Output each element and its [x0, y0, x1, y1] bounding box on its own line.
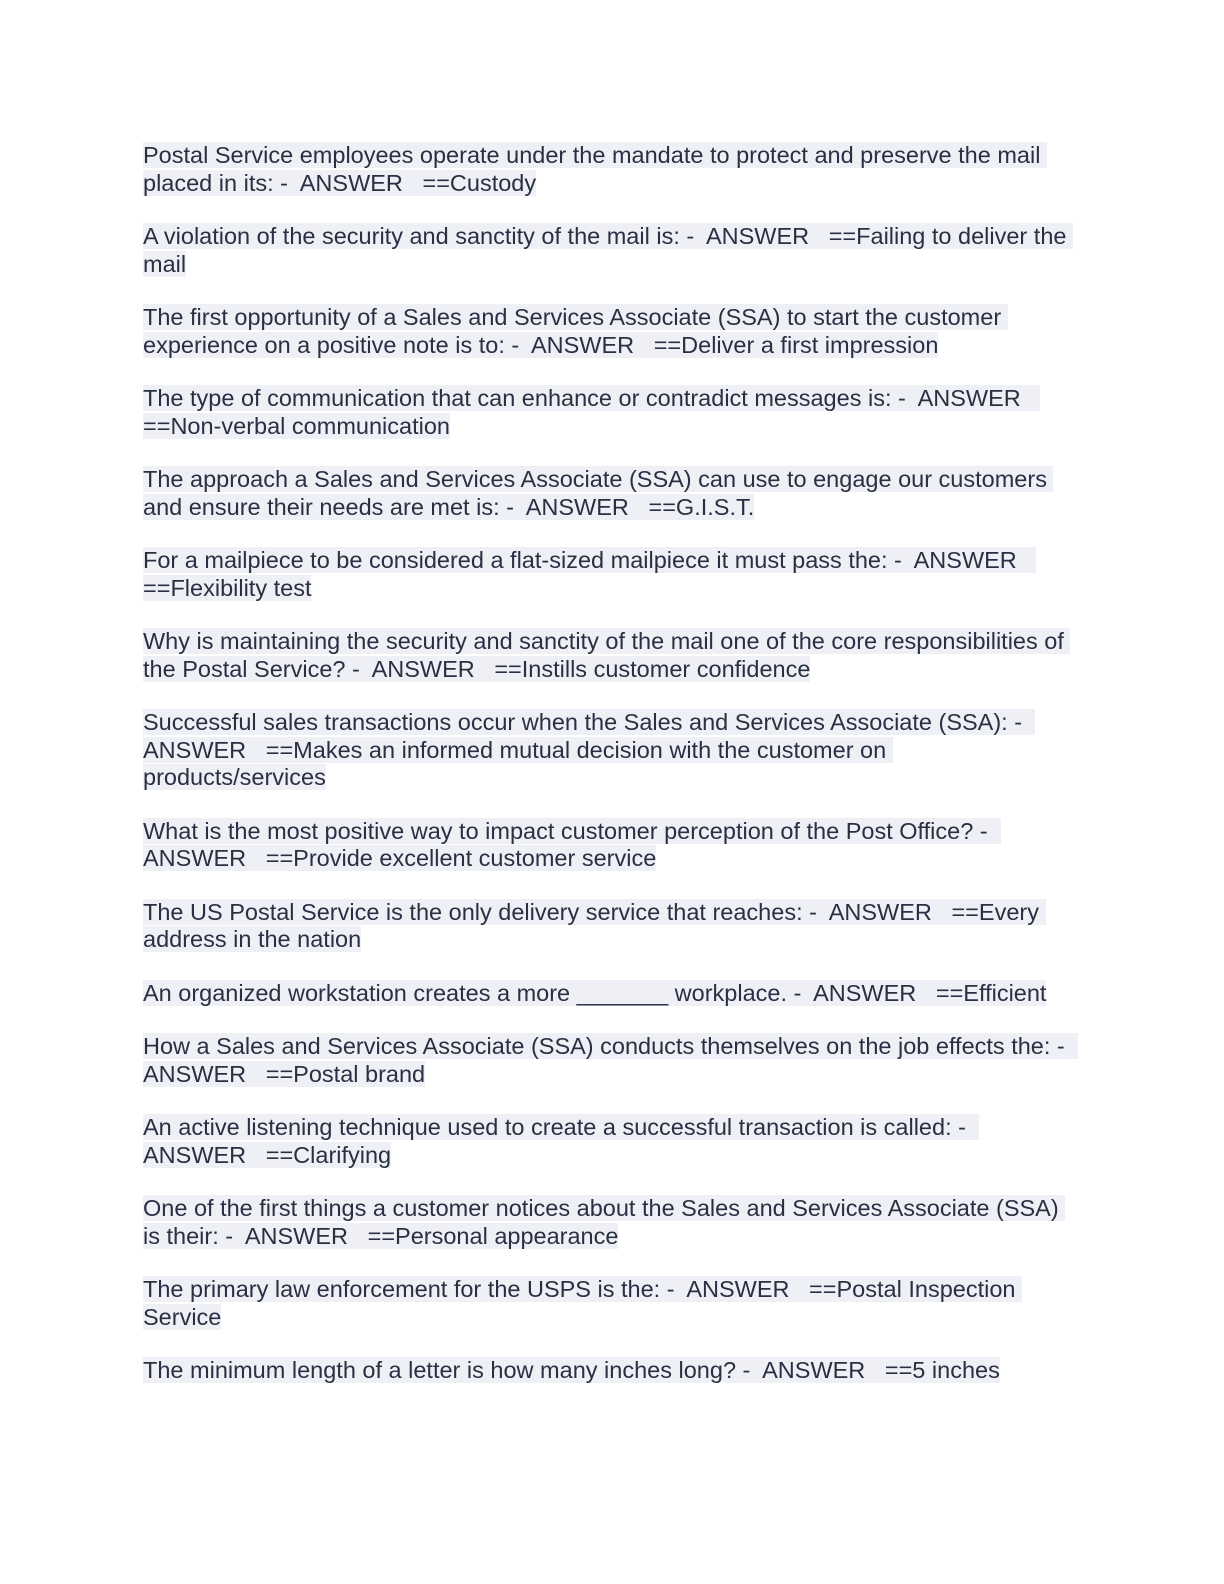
qa-item — [143, 304, 1068, 359]
qa-item — [143, 1114, 1068, 1169]
qa-text: The approach a Sales and Services Associate (SSA) can use to engage our customers and ensure their needs are met is: - ANSWER ==G.I.S.T. — [143, 466, 1054, 520]
qa-text: A violation of the security and sanctity of the mail is: - ANSWER ==Failing to deliver the mail — [143, 223, 1073, 277]
qa-text: The minimum length of a letter is how many inches long? - ANSWER ==5 inches — [143, 1357, 1000, 1383]
qa-text: What is the most positive way to impact customer perception of the Post Office? - ANSWER ==Provide excellent customer service — [143, 817, 1001, 871]
qa-item — [143, 547, 1068, 602]
qa-item — [143, 980, 1068, 1008]
qa-item — [143, 466, 1068, 521]
qa-item — [143, 628, 1071, 683]
qa-item — [143, 142, 1068, 197]
qa-text: An organized workstation creates a more _______ workplace. - ANSWER ==Efficient — [143, 979, 1047, 1006]
qa-text: Postal Service employees operate under the mandate to protect and preserve the mail placed in its: - ANSWER ==Custody — [143, 142, 1047, 196]
qa-item — [143, 1033, 1078, 1088]
qa-text: One of the first things a customer notices about the Sales and Services Associate (SSA) is their: - ANSWER ==Personal appearance — [143, 1195, 1066, 1249]
qa-text: For a mailpiece to be considered a flat-sized mailpiece it must pass the: - ANSWER ==Flexibility test — [143, 547, 1037, 601]
qa-item — [143, 223, 1073, 278]
qa-list — [143, 142, 1078, 1411]
qa-item — [143, 818, 1068, 873]
qa-text: The first opportunity of a Sales and Services Associate (SSA) to start the customer experience on a positive note is to: - ANSWER ==Deliver a first impression — [143, 304, 1008, 358]
qa-item — [143, 1276, 1068, 1331]
qa-item — [143, 1195, 1068, 1250]
qa-item — [143, 385, 1068, 440]
qa-text: The type of communication that can enhance or contradict messages is: - ANSWER ==Non-verbal communication — [143, 385, 1041, 439]
qa-text: Why is maintaining the security and sanctity of the mail one of the core responsibilities of the Postal Service? - ANSWER ==Instills customer confidence — [143, 628, 1071, 682]
qa-item — [143, 709, 1068, 792]
qa-text: How a Sales and Services Associate (SSA) conducts themselves on the job effects the: - ANSWER ==Postal brand — [143, 1033, 1078, 1087]
qa-text: An active listening technique used to create a successful transaction is called: - ANSWER ==Clarifying — [143, 1114, 980, 1168]
qa-item — [143, 1357, 1068, 1385]
qa-text: The primary law enforcement for the USPS is the: - ANSWER ==Postal Inspection Service — [143, 1276, 1023, 1330]
qa-text: Successful sales transactions occur when the Sales and Services Associate (SSA): - ANSWER ==Makes an informed mutual decision with the customer on products/services — [143, 709, 1036, 790]
qa-text: The US Postal Service is the only delivery service that reaches: - ANSWER ==Every address in the nation — [143, 898, 1046, 952]
qa-item — [143, 899, 1068, 954]
